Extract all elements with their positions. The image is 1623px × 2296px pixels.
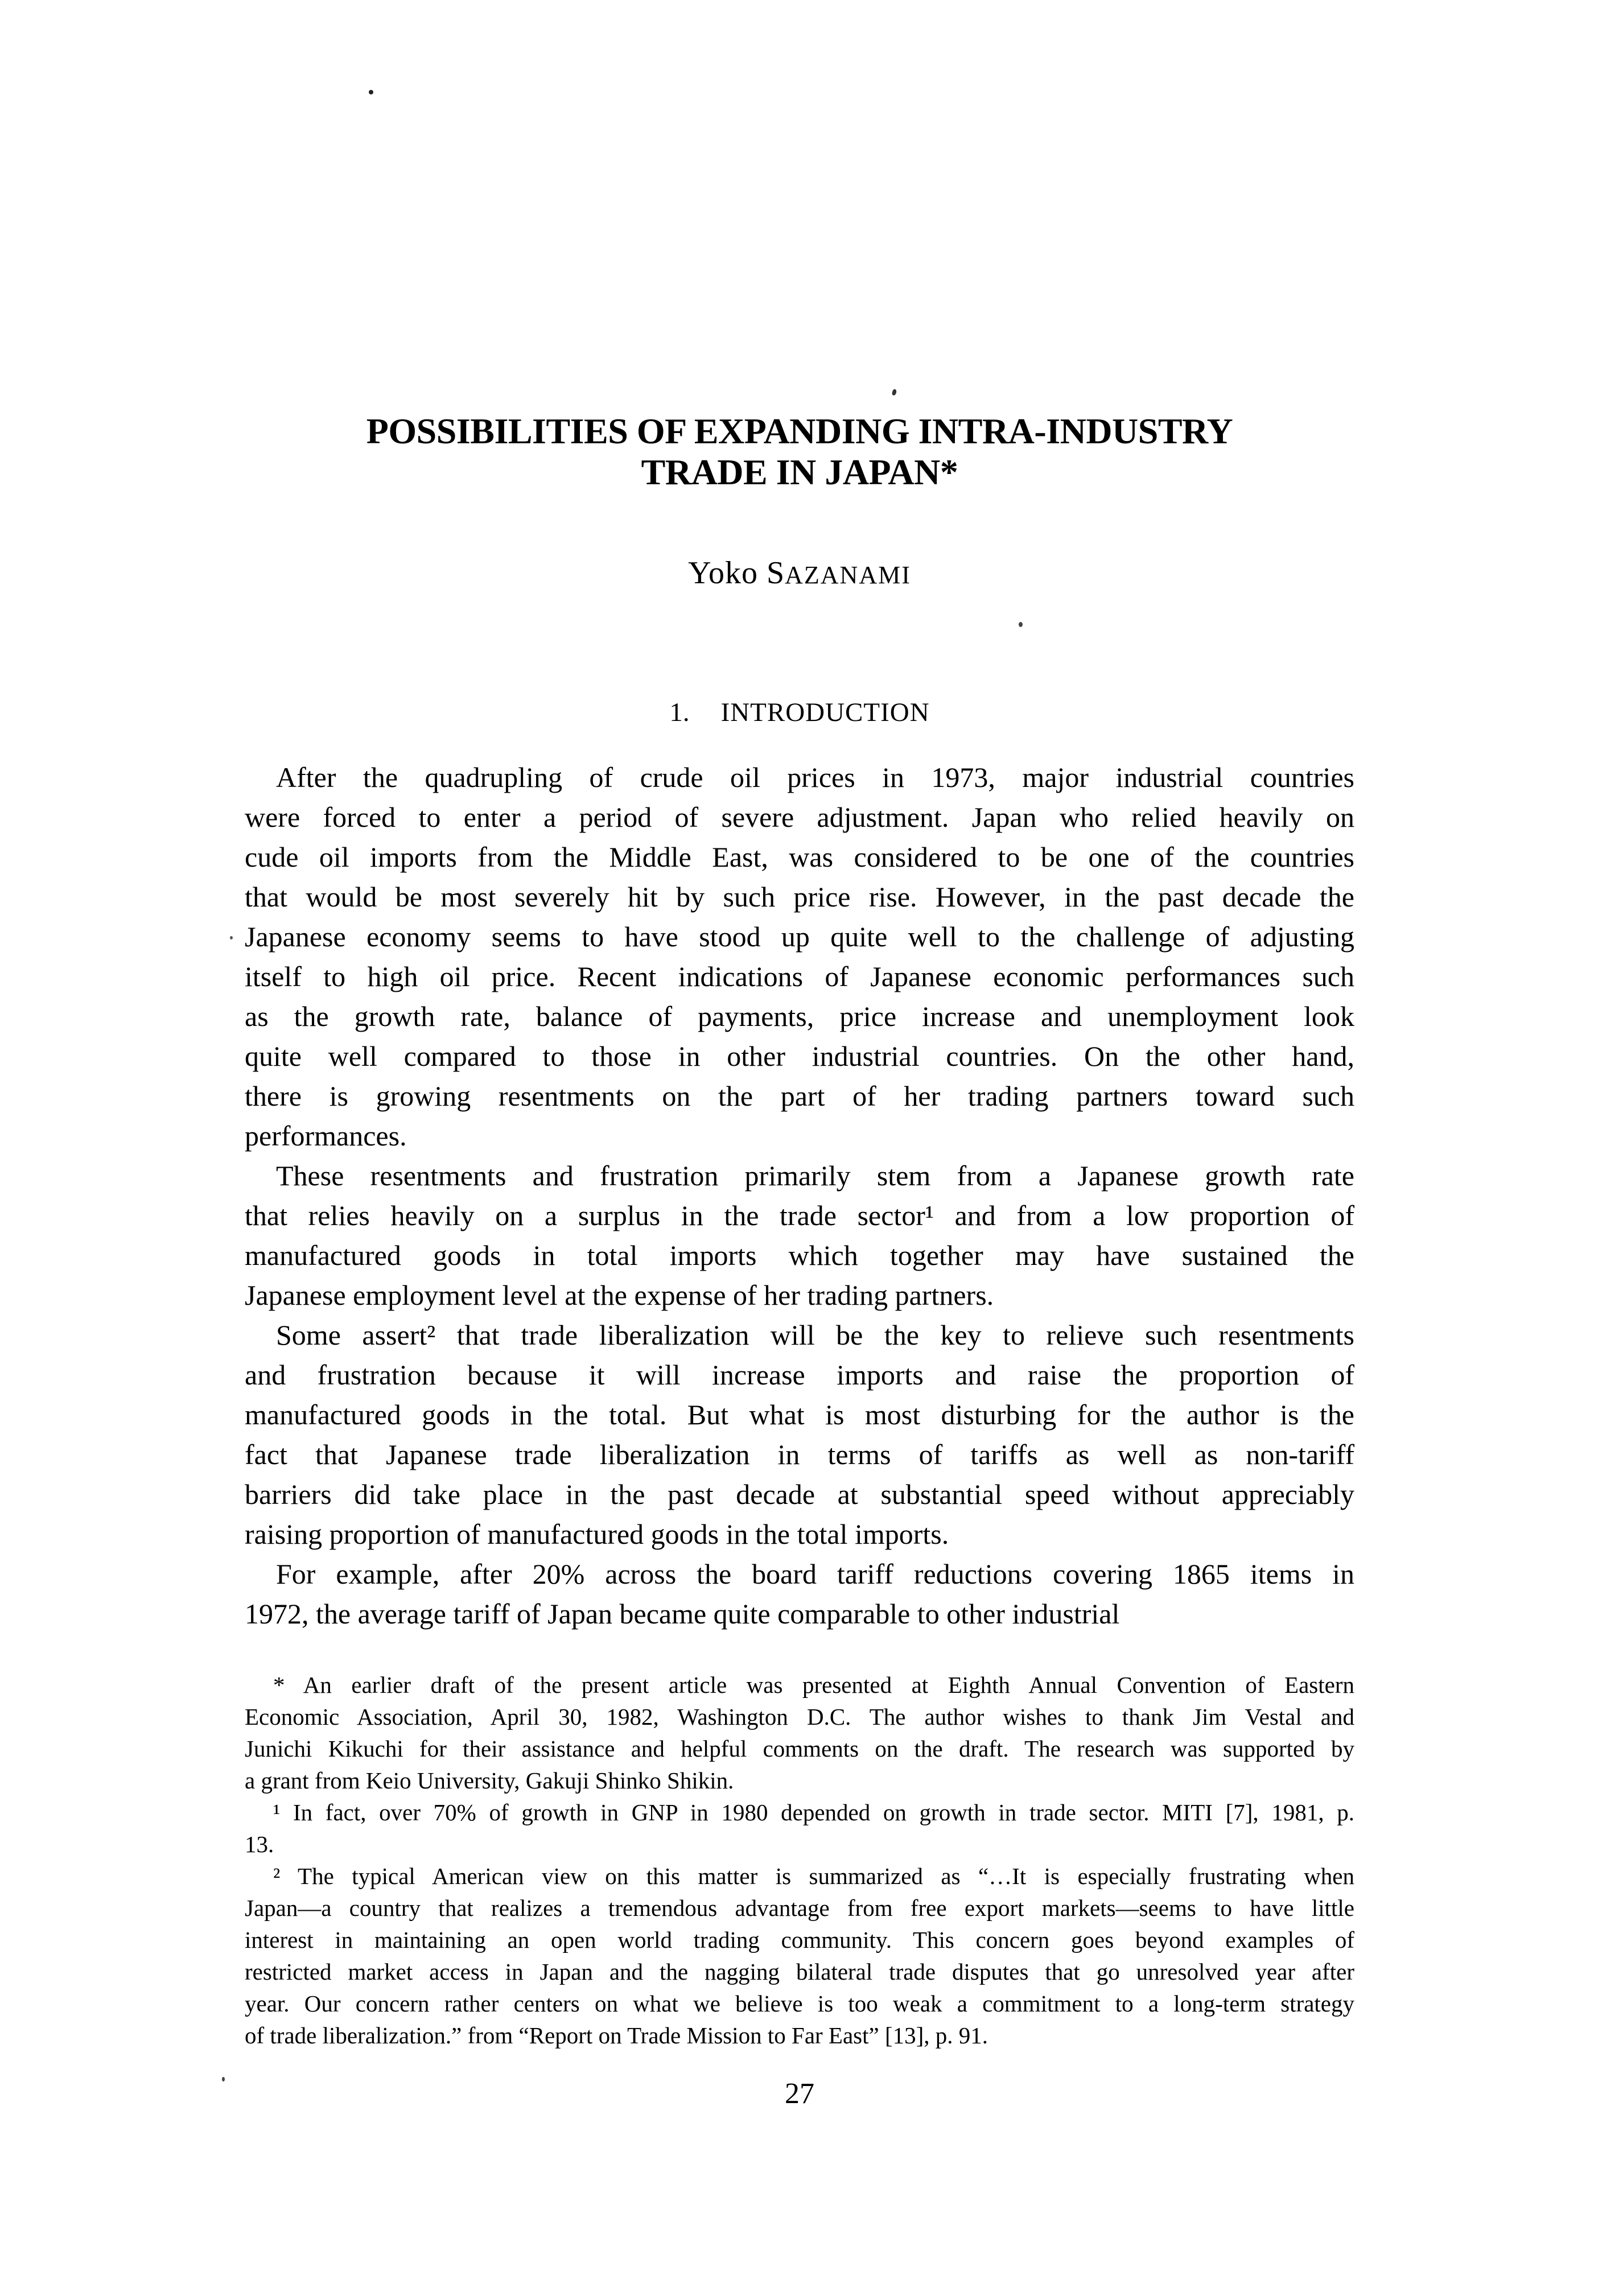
text-line: Economic Association, April 30, 1982, Washington D.C. The author wishes to thank Jim Vestal and	[245, 1704, 1354, 1730]
text-line: performances.	[245, 1120, 407, 1152]
footnote	[245, 1860, 1354, 2051]
text-line: interest in maintaining an open world trading community. This concern goes beyond examples of	[245, 1927, 1354, 1953]
text-line: restricted market access in Japan and the nagging bilateral trade disputes that go unresolved year after	[245, 1959, 1354, 1985]
text-line: year. Our concern rather centers on what we believe is too weak a commitment to a long-term strategy	[245, 1990, 1354, 2017]
scan-speck	[1019, 622, 1023, 627]
text-line: For example, after 20% across the board tariff reductions covering 1865 items in	[276, 1558, 1354, 1590]
scan-speck	[369, 90, 373, 94]
text-line: Junichi Kikuchi for their assistance and helpful comments on the draft. The research was supported by	[245, 1736, 1354, 1762]
text-line: These resentments and frustration primarily stem from a Japanese growth rate	[276, 1160, 1354, 1192]
paragraph	[245, 757, 1354, 1156]
scan-speck	[230, 936, 233, 939]
scan-speck	[891, 389, 897, 396]
scan-speck	[222, 2077, 225, 2081]
section-number: 1.	[669, 698, 690, 727]
text-line: itself to high oil price. Recent indications of Japanese economic performances such	[245, 961, 1354, 992]
text-line: that relies heavily on a surplus in the trade sector¹ and from a low proportion of	[245, 1199, 1354, 1231]
text-line: and frustration because it will increase imports and raise the proportion of	[245, 1359, 1354, 1391]
text-line: barriers did take place in the past decade at substantial speed without appreciably	[245, 1478, 1354, 1510]
text-line: Japan—a country that realizes a tremendous advantage from free export markets—seems to have little	[245, 1895, 1354, 1921]
paragraph	[245, 1156, 1354, 1315]
author-name-smallcaps: AZANAMI	[785, 561, 911, 589]
text-line: manufactured goods in total imports which together may have sustained the	[245, 1239, 1354, 1271]
text-line: cude oil imports from the Middle East, was considered to be one of the countries	[245, 841, 1354, 873]
section-heading	[245, 695, 1354, 729]
paragraph	[245, 1554, 1354, 1634]
text-line: * An earlier draft of the present article was presented at Eighth Annual Convention of Eastern	[273, 1672, 1354, 1698]
text-line: quite well compared to those in other industrial countries. On the other hand,	[245, 1040, 1354, 1072]
article-title	[245, 411, 1354, 493]
footnote	[245, 1796, 1354, 1860]
text-line: ¹ In fact, over 70% of growth in GNP in 1980 depended on growth in trade sector. MITI [7], 1981, p.	[273, 1799, 1354, 1825]
section-title: INTRODUCTION	[720, 698, 930, 727]
author-name-prefix: Yoko S	[688, 555, 785, 591]
text-line: a grant from Keio University, Gakuji Shinko Shikin.	[245, 1767, 734, 1794]
article-title-line-2: TRADE IN JAPAN*	[641, 452, 958, 492]
body-text	[245, 757, 1354, 1634]
text-line: of trade liberalization.” from “Report on Trade Mission to Far East” [13], p. 91.	[245, 2022, 988, 2048]
text-line: there is growing resentments on the part of her trading partners toward such	[245, 1080, 1354, 1112]
footnotes	[245, 1669, 1354, 2051]
article-title-line-1: POSSIBILITIES OF EXPANDING INTRA-INDUSTRY	[366, 411, 1233, 451]
text-line: ² The typical American view on this matter is summarized as “…It is especially frustrating when	[273, 1863, 1354, 1889]
footnote	[245, 1669, 1354, 1796]
text-line: Some assert² that trade liberalization will be the key to relieve such resentments	[276, 1319, 1354, 1351]
page-number: 27	[785, 2077, 814, 2110]
author-name	[245, 555, 1354, 593]
text-line: After the quadrupling of crude oil prices in 1973, major industrial countries	[276, 761, 1354, 793]
text-line: 1972, the average tariff of Japan became quite comparable to other industrial	[245, 1598, 1120, 1630]
text-line: manufactured goods in the total. But what is most disturbing for the author is the	[245, 1399, 1354, 1431]
text-line: as the growth rate, balance of payments, price increase and unemployment look	[245, 1000, 1354, 1032]
text-line: 13.	[245, 1831, 274, 1857]
text-line: raising proportion of manufactured goods in the total imports.	[245, 1518, 949, 1550]
text-line: Japanese economy seems to have stood up quite well to the challenge of adjusting	[245, 921, 1354, 953]
text-line: that would be most severely hit by such price rise. However, in the past decade the	[245, 881, 1354, 913]
text-line: Japanese employment level at the expense of her trading partners.	[245, 1279, 994, 1311]
text-line: were forced to enter a period of severe adjustment. Japan who relied heavily on	[245, 801, 1354, 833]
text-line: fact that Japanese trade liberalization in terms of tariffs as well as non-tariff	[245, 1438, 1354, 1470]
paragraph	[245, 1315, 1354, 1554]
